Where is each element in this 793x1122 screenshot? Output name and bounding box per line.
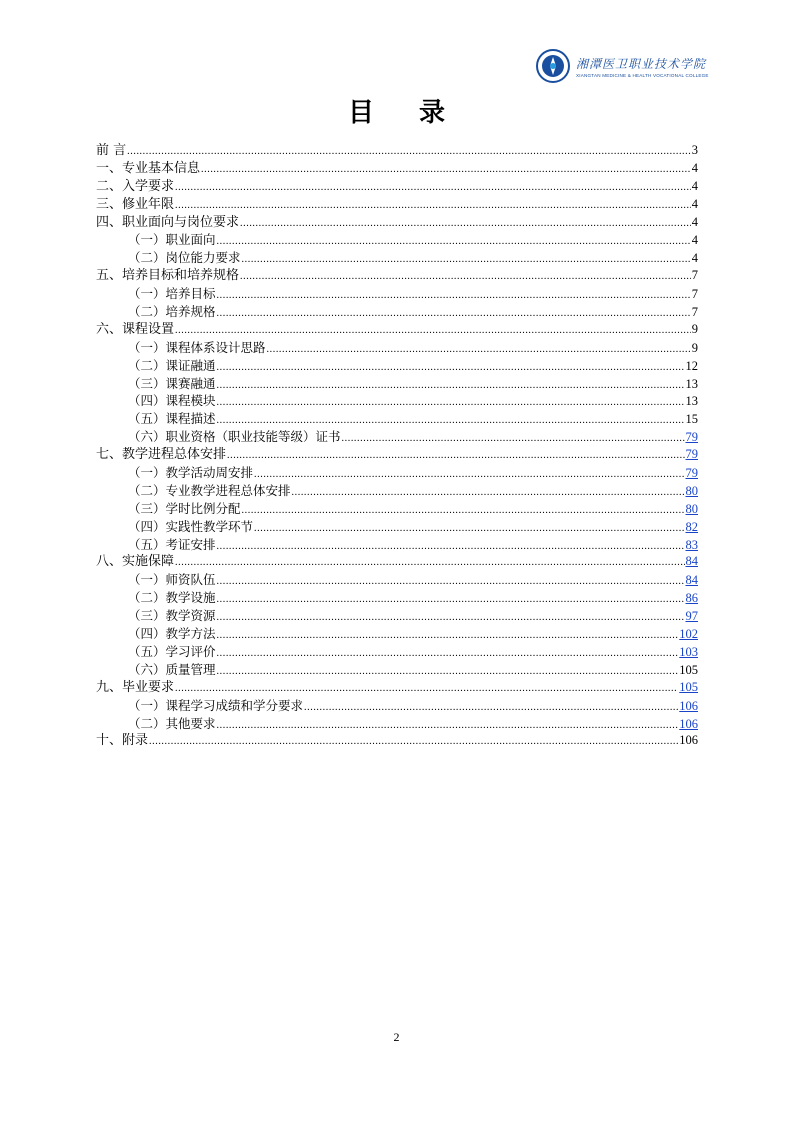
toc-entry-label: （四）课程模块 xyxy=(128,393,216,409)
toc-leader-dots xyxy=(217,573,685,591)
toc-leader-dots xyxy=(149,733,678,751)
toc-entry[interactable] xyxy=(96,464,698,482)
toc-leader-dots xyxy=(217,287,691,305)
toc-entry-label: （一）培养目标 xyxy=(128,286,216,302)
toc-entry[interactable] xyxy=(96,697,698,715)
toc-entry[interactable] xyxy=(96,553,698,571)
toc-entry[interactable] xyxy=(96,375,698,393)
toc-entry-page-number[interactable]: 86 xyxy=(685,591,698,606)
toc-entry-label: （一）教学活动周安排 xyxy=(128,465,254,481)
toc-leader-dots xyxy=(242,251,691,269)
toc-entry-page-number[interactable]: 80 xyxy=(685,483,698,498)
toc-entry[interactable] xyxy=(96,321,698,339)
toc-leader-dots xyxy=(175,554,684,572)
toc-entry-label: （二）课证融通 xyxy=(128,357,216,373)
toc-entry-page-number[interactable]: 97 xyxy=(685,609,698,624)
toc-entry-page-number[interactable]: 80 xyxy=(685,501,698,516)
toc-leader-dots xyxy=(217,377,685,395)
toc-entry-label: 四、职业面向与岗位要求 xyxy=(96,214,240,230)
toc-entry[interactable] xyxy=(96,142,698,160)
toc-entry-label: （一）课程体系设计思路 xyxy=(128,339,266,355)
toc-entry-label: （六）职业资格（职业技能等级）证书 xyxy=(128,429,341,445)
toc-entry-label: （三）课赛融通 xyxy=(128,375,216,391)
toc-entry[interactable] xyxy=(96,625,698,643)
toc-entry-label: （二）其他要求 xyxy=(128,715,216,731)
toc-entry-page-number: 15 xyxy=(685,412,698,427)
toc-entry[interactable] xyxy=(96,732,698,750)
toc-entry[interactable] xyxy=(96,715,698,733)
toc-leader-dots xyxy=(292,484,685,502)
toc-entry-label: （五）考证安排 xyxy=(128,536,216,552)
toc-entry[interactable] xyxy=(96,249,698,267)
toc-leader-dots xyxy=(217,359,685,377)
toc-leader-dots xyxy=(240,215,691,233)
toc-leader-dots xyxy=(217,538,685,556)
college-logo xyxy=(536,48,709,84)
toc-entry[interactable] xyxy=(96,231,698,249)
toc-entry[interactable] xyxy=(96,446,698,464)
toc-entry-label: （二）专业教学进程总体安排 xyxy=(128,482,291,498)
toc-entry[interactable] xyxy=(96,589,698,607)
toc-entry-page-number[interactable]: 79 xyxy=(685,466,698,481)
toc-entry-label: （二）培养规格 xyxy=(128,304,216,320)
toc-entry[interactable] xyxy=(96,392,698,410)
toc-entry-page-number: 4 xyxy=(691,196,698,211)
toc-entry[interactable] xyxy=(96,339,698,357)
toc-entry-page-number[interactable]: 102 xyxy=(679,627,698,642)
logo-english-name: XIANGTAN MEDICINE & HEALTH VOCATIONAL COLLEGE xyxy=(576,72,709,78)
toc-entry-label: （四）教学方法 xyxy=(128,626,216,642)
toc-leader-dots xyxy=(342,430,685,448)
toc-leader-dots xyxy=(201,161,691,179)
toc-leader-dots xyxy=(217,305,691,323)
toc-entry[interactable] xyxy=(96,303,698,321)
toc-entry-label: 十、附录 xyxy=(96,733,149,749)
toc-entry[interactable] xyxy=(96,500,698,518)
toc-leader-dots xyxy=(240,268,691,286)
toc-entry-label: 二、入学要求 xyxy=(96,178,175,194)
toc-entry-label: 八、实施保障 xyxy=(96,554,175,570)
toc-entry-label: （五）学习评价 xyxy=(128,643,216,659)
toc-leader-dots xyxy=(217,394,685,412)
toc-entry-label: 六、课程设置 xyxy=(96,321,175,337)
toc-entry[interactable] xyxy=(96,428,698,446)
toc-entry-page-number: 105 xyxy=(679,662,698,677)
toc-leader-dots xyxy=(227,447,684,465)
toc-leader-dots xyxy=(217,717,679,735)
toc-leader-dots xyxy=(304,699,678,717)
toc-leader-dots xyxy=(175,197,691,215)
toc-entry-label: （六）质量管理 xyxy=(128,661,216,677)
toc-entry[interactable] xyxy=(96,357,698,375)
toc-entry-page-number[interactable]: 83 xyxy=(685,537,698,552)
toc-entry[interactable] xyxy=(96,410,698,428)
toc-entry[interactable] xyxy=(96,178,698,196)
toc-entry[interactable] xyxy=(96,518,698,536)
toc-entry-page-number: 9 xyxy=(691,340,698,355)
toc-entry-page-number: 7 xyxy=(691,268,698,283)
toc-leader-dots xyxy=(175,179,691,197)
logo-chinese-name: 湘潭医卫职业技术学院 xyxy=(576,56,707,71)
toc-entry-label: （一）师资队伍 xyxy=(128,572,216,588)
toc-leader-dots xyxy=(175,680,678,698)
toc-entry-label: （四）实践性教学环节 xyxy=(128,518,254,534)
toc-entry-label: 三、修业年限 xyxy=(96,196,175,212)
toc-entry-page-number: 106 xyxy=(679,733,698,748)
toc-entry[interactable] xyxy=(96,285,698,303)
toc-entry-page-number: 4 xyxy=(691,160,698,175)
toc-entry-label: （二）岗位能力要求 xyxy=(128,250,241,266)
toc-entry-label: 一、专业基本信息 xyxy=(96,160,201,176)
toc-entry-page-number: 4 xyxy=(691,214,698,229)
toc-entry-page-number[interactable]: 79 xyxy=(685,430,698,445)
toc-entry[interactable] xyxy=(96,536,698,554)
toc-entry[interactable] xyxy=(96,643,698,661)
toc-entry-page-number: 12 xyxy=(685,358,698,373)
toc-entry-page-number: 13 xyxy=(685,376,698,391)
toc-entry-page-number[interactable]: 79 xyxy=(685,447,698,462)
toc-entry[interactable] xyxy=(96,661,698,679)
toc-entry-page-number[interactable]: 82 xyxy=(685,519,698,534)
toc-entry-page-number: 7 xyxy=(691,287,698,302)
toc-leader-dots xyxy=(242,502,685,520)
toc-entry-label: （五）课程描述 xyxy=(128,411,216,427)
toc-entry-page-number: 3 xyxy=(691,143,698,157)
toc-leader-dots xyxy=(217,609,685,627)
toc-entry[interactable] xyxy=(96,196,698,214)
toc-entry-label: 前 言 xyxy=(96,143,127,158)
toc-entry-page-number: 4 xyxy=(691,251,698,266)
toc-entry-page-number[interactable]: 106 xyxy=(679,698,698,713)
toc-entry[interactable] xyxy=(96,679,698,697)
toc-entry-label: （一）课程学习成绩和学分要求 xyxy=(128,697,304,713)
page-number: 2 xyxy=(393,1030,400,1044)
toc-leader-dots xyxy=(175,322,691,340)
toc-leader-dots xyxy=(127,143,691,161)
toc-entry[interactable] xyxy=(96,267,698,285)
toc-leader-dots xyxy=(217,233,691,251)
toc-entry[interactable] xyxy=(96,214,698,232)
toc-entry-label: （一）职业面向 xyxy=(128,232,216,248)
toc-entry-page-number: 13 xyxy=(685,394,698,409)
toc-entry-page-number: 9 xyxy=(691,321,698,336)
toc-entry-label: 九、毕业要求 xyxy=(96,679,175,695)
toc-leader-dots xyxy=(254,466,684,484)
toc-entry-page-number[interactable]: 105 xyxy=(679,679,698,694)
toc-entry-page-number[interactable]: 84 xyxy=(685,554,698,569)
toc-entry-label: （三）教学资源 xyxy=(128,608,216,624)
toc-entry-label: （二）教学设施 xyxy=(128,590,216,606)
toc-leader-dots xyxy=(267,341,691,359)
toc-leader-dots xyxy=(217,663,679,681)
college-emblem-icon xyxy=(536,49,570,83)
page-title: 目 录 xyxy=(347,98,464,128)
toc-entry-page-number[interactable]: 103 xyxy=(679,644,698,659)
toc-leader-dots xyxy=(217,645,679,663)
table-of-contents xyxy=(96,142,698,750)
toc-entry[interactable] xyxy=(96,571,698,589)
toc-leader-dots xyxy=(217,591,685,609)
toc-entry[interactable] xyxy=(96,160,698,178)
toc-leader-dots xyxy=(217,627,679,645)
toc-entry-page-number: 7 xyxy=(691,305,698,320)
toc-entry[interactable] xyxy=(96,482,698,500)
toc-leader-dots xyxy=(254,520,684,538)
toc-entry[interactable] xyxy=(96,607,698,625)
toc-entry-page-number[interactable]: 106 xyxy=(679,716,698,731)
toc-entry-label: （三）学时比例分配 xyxy=(128,500,241,516)
toc-entry-page-number: 4 xyxy=(691,233,698,248)
toc-entry-label: 五、培养目标和培养规格 xyxy=(96,268,240,284)
toc-entry-page-number: 4 xyxy=(691,178,698,193)
toc-entry-page-number[interactable]: 84 xyxy=(685,573,698,588)
toc-entry-label: 七、教学进程总体安排 xyxy=(96,447,227,463)
